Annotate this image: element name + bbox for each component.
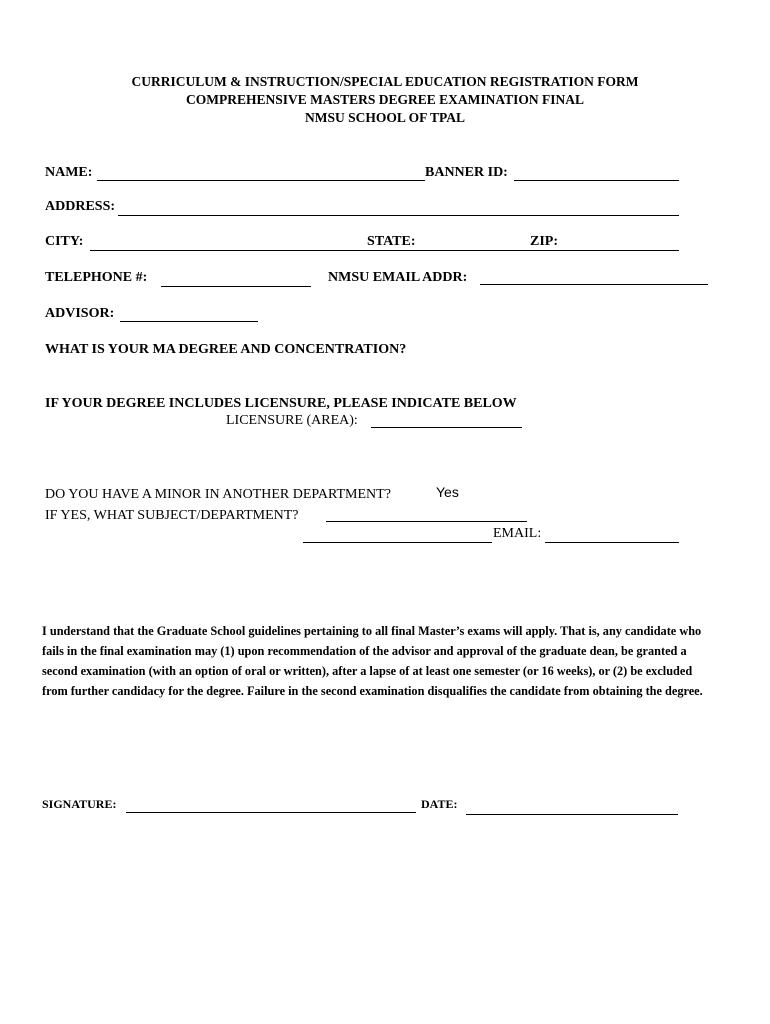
minor-answer-field[interactable]: Yes (436, 484, 459, 500)
zip-label: ZIP: (530, 234, 558, 249)
city-label: CITY: (45, 234, 84, 249)
advisor-label: ADVISOR: (45, 306, 115, 321)
minor-subject-field[interactable] (326, 521, 527, 522)
email-addr-field[interactable] (480, 284, 708, 285)
minor-email-label: EMAIL: (493, 526, 542, 541)
advisor-field[interactable] (120, 321, 258, 322)
minor-email-field[interactable] (545, 542, 679, 543)
minor-subject-label: IF YES, WHAT SUBJECT/DEPARTMENT? (45, 508, 299, 523)
form-school: NMSU SCHOOL OF TPAL (305, 110, 465, 125)
name-field[interactable] (97, 180, 425, 181)
city-state-zip-line[interactable] (90, 250, 679, 251)
telephone-label: TELEPHONE #: (45, 270, 148, 285)
telephone-field[interactable] (161, 286, 311, 287)
form-title: CURRICULUM & INSTRUCTION/SPECIAL EDUCATION REGISTRATION FORM (131, 74, 639, 89)
address-field[interactable] (118, 215, 679, 216)
address-label: ADDRESS: (45, 199, 116, 214)
name-label: NAME: (45, 165, 93, 180)
minor-question: DO YOU HAVE A MINOR IN ANOTHER DEPARTMENT? (45, 487, 391, 502)
banner-id-field[interactable] (514, 180, 679, 181)
date-field[interactable] (466, 814, 678, 815)
minor-contact-field[interactable] (303, 542, 492, 543)
form-subtitle: COMPREHENSIVE MASTERS DEGREE EXAMINATION FINAL (185, 92, 585, 107)
licensure-area-label: LICENSURE (AREA): (226, 413, 358, 428)
signature-field[interactable] (126, 812, 416, 813)
licensure-heading: IF YOUR DEGREE INCLUDES LICENSURE, PLEASE INDICATE BELOW (45, 396, 517, 411)
email-addr-label: NMSU EMAIL ADDR: (328, 270, 468, 285)
guidelines-statement: I understand that the Graduate School guidelines pertaining to all final Master’s exams will apply. That is, any candidate who fails in the final examination may (1) upon recommendation of the advisor and approval of the graduate dean, be granted a second examination (with an option of oral or written), after a lapse of at least one semester (or 16 weeks), or (2) be excluded from further candidacy for the degree. Failure in the second examination disqualifies the candidate from obtaining the degree. (42, 624, 703, 698)
signature-label: SIGNATURE: (42, 797, 117, 811)
licensure-area-field[interactable] (371, 427, 522, 428)
state-label: STATE: (367, 234, 416, 249)
degree-question: WHAT IS YOUR MA DEGREE AND CONCENTRATION? (45, 342, 407, 357)
banner-id-label: BANNER ID: (425, 165, 508, 180)
date-label: DATE: (421, 797, 458, 811)
